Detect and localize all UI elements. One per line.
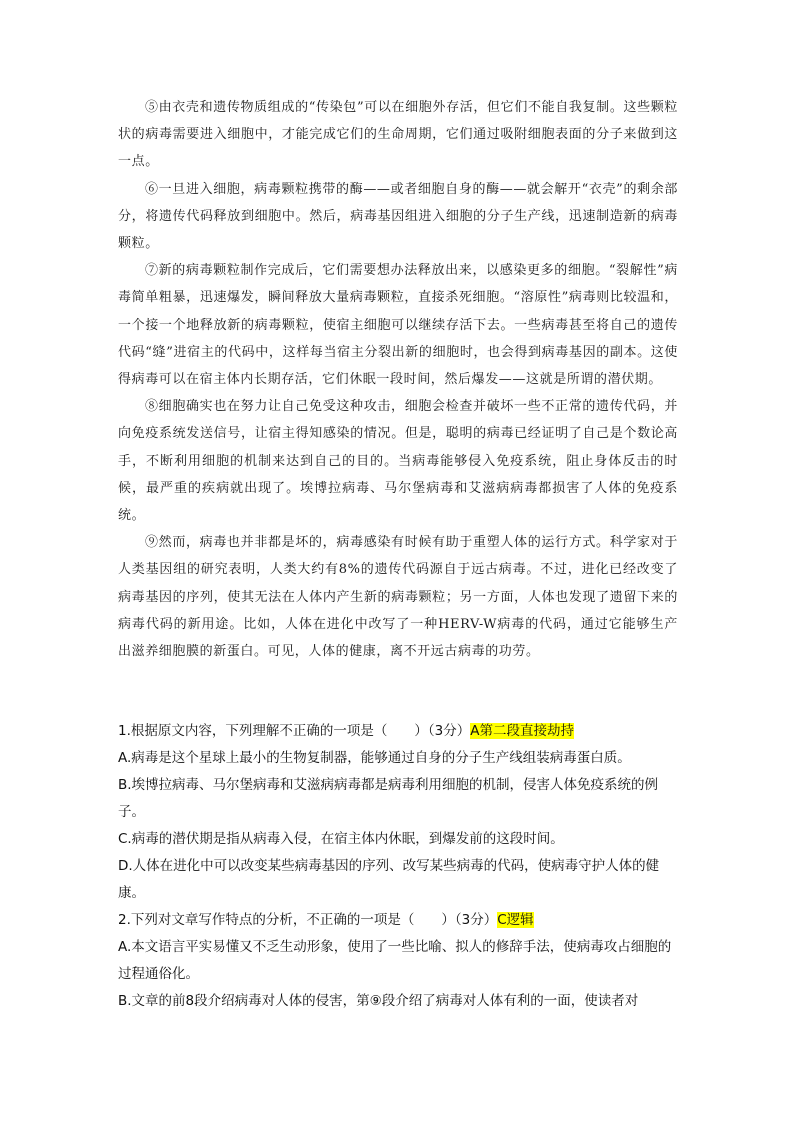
reading-passage: [118, 94, 678, 665]
question-1-option-c: C.病毒的潜伏期是指从病毒入侵，在宿主体内休眠，到爆发前的这段时间。: [118, 831, 564, 847]
paragraph-6: ⑥一旦进入细胞，病毒颗粒携带的酶——或者细胞自身的酶——就会解开“衣壳”的剩余部分，将遗传代码释放到细胞中。然后，病毒基因组进入细胞的分子生产线，迅速制造新的病毒颗粒。: [118, 181, 678, 252]
question-1-stem: [118, 718, 680, 745]
paragraph-5: ⑤由衣壳和遗传物质组成的“传染包”可以在细胞外存活，但它们不能自我复制。这些颗粒状的病毒需要进入细胞中，才能完成它们的生命周期，它们通过吸附细胞表面的分子来做到这一点。: [118, 100, 678, 170]
paragraph-7: ⑦新的病毒颗粒制作完成后，它们需要想办法释放出来，以感染更多的细胞。“裂解性”病毒简单粗暴，迅速爆发，瞬间释放大量病毒颗粒，直接杀死细胞。“溶原性”病毒则比较温和，一个接一个地释放新的病毒颗粒，使宿主细胞可以继续存活下去。一些病毒甚至将自己的遗传代码“缝”进宿主的代码中，这样每当宿主分裂出新的细胞时，也会得到病毒基因的副本。这使得病毒可以在宿主体内长期存活，它们休眠一段时间，然后爆发——这就是所谓的潜伏期。: [118, 263, 678, 388]
paragraph-9: ⑨然而，病毒也并非都是坏的，病毒感染有时候有助于重塑人体的运行方式。科学家对于人类基因组的研究表明，人类大约有8%的遗传代码源自于远古病毒。不过，进化已经改变了病毒基因的序列，使其无法在人体内产生新的病毒颗粒；另一方面，人体也发现了遗留下来的病毒代码的新用途。比如，人体在进化中改写了一种HERV-W病毒的代码，通过它能够生产出滋养细胞膜的新蛋白。可见，人体的健康，离不开远古病毒的功劳。: [118, 535, 678, 660]
question-section: [118, 718, 680, 1015]
question-1-option-a: A.病毒是这个星球上最小的生物复制器，能够通过自身的分子生产线组装病毒蛋白质。: [118, 750, 631, 766]
question-2-stem: [118, 907, 680, 934]
question-1-option-b: B.埃博拉病毒、马尔堡病毒和艾滋病病毒都是病毒利用细胞的机制，侵害人体免疫系统的例子。: [118, 777, 659, 820]
question-2-option-a: A.本文语言平实易懂又不乏生动形象，使用了一些比喻、拟人的修辞手法，使病毒攻占细胞的过程通俗化。: [118, 939, 672, 982]
paragraph-8: ⑧细胞确实也在努力让自己免受这种攻击，细胞会检查并破坏一些不正常的遗传代码，并向免疫系统发送信号，让宿主得知感染的情况。但是，聪明的病毒已经证明了自己是个数论高手，不断利用细胞的机制来达到自己的目的。当病毒能够侵入免疫系统，阻止身体反击的时候，最严重的疾病就出现了。埃博拉病毒、马尔堡病毒和艾滋病病毒都损害了人体的免疫系统。: [118, 399, 678, 524]
question-1-option-d: D.人体在进化中可以改变某些病毒基因的序列、改写某些病毒的代码，使病毒守护人体的健康。: [118, 858, 660, 901]
question-2-text: 2.下列对文章写作特点的分析，不正确的一项是（ ）（3分）: [118, 912, 498, 928]
question-2-option-b: B.文章的前8段介绍病毒对人体的侵害，第⑨段介绍了病毒对人体有利的一面，使读者对: [118, 993, 639, 1009]
question-2-answer-note: C逻辑: [497, 912, 534, 928]
question-1-answer-note: A第二段直接劫持: [470, 723, 574, 739]
question-1-text: 1.根据原文内容，下列理解不正确的一项是（ ）（3分）: [118, 723, 471, 739]
